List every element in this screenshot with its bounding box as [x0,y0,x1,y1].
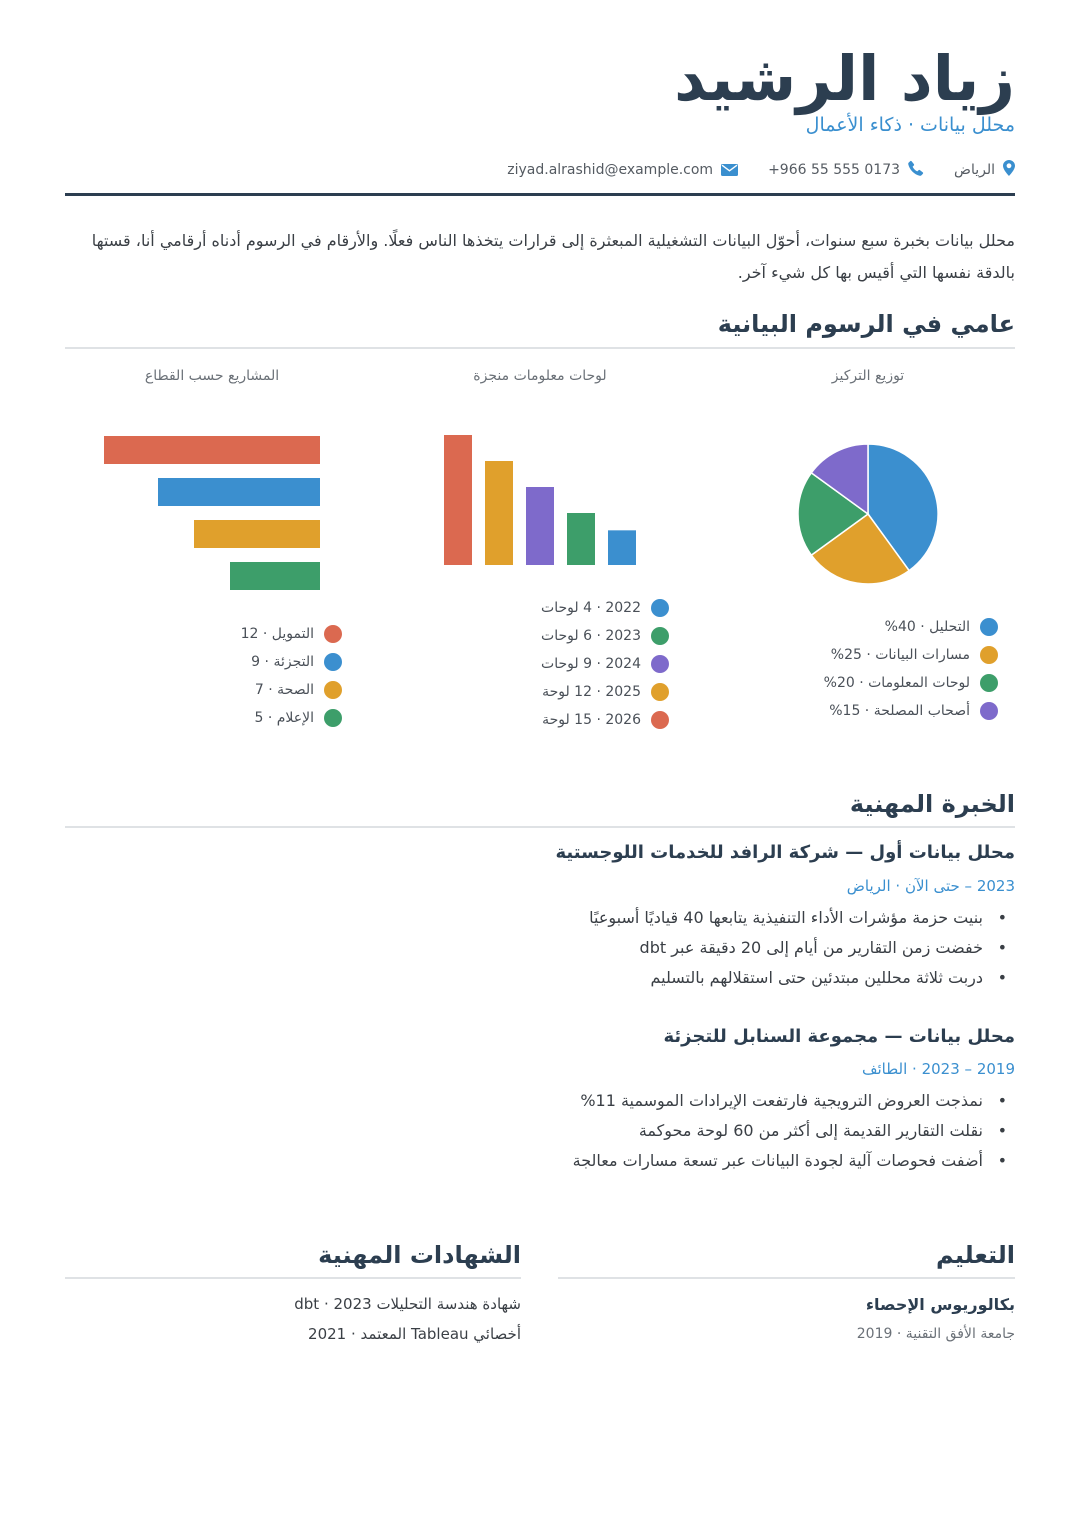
profile-summary: محلل بيانات بخبرة سبع سنوات، أحوّل البيانات التشغيلية المبعثرة إلى قرارات يتخذها الناس فعلًا. والأرقام في الرسوم أدناه أرقامي أنا، قستها بالدقة نفسها التي أقيس بها كل شيء آخر. [91,231,1015,282]
charts-section-title: عامي في الرسوم البيانية [717,310,1015,338]
bar [485,461,513,565]
job-bullets [573,1086,1015,1176]
legend-label: أصحاب المصلحة · 15% [829,702,970,719]
legend-label: 2022 · 4 لوحات [541,599,641,616]
legend-label: التحليل · 40% [884,618,970,635]
bar [567,513,595,565]
bar [608,530,636,565]
contact-email [507,161,738,180]
legend-item [241,624,342,643]
job-subtitle: محلل بيانات · ذكاء الأعمال [805,114,1015,136]
legend-label: الصحة · 7 [254,681,314,698]
dashboards-legend [541,598,669,729]
legend-dot [651,599,669,617]
legend-item [541,682,669,701]
legend-item [824,645,998,664]
legend-dot [651,655,669,673]
list-item: • دربت ثلاثة محللين مبتدئين حتى استقلالهم بالتسليم [589,963,1015,993]
legend-dot [980,646,998,664]
job-title: محلل بيانات أول — شركة الرافد للخدمات اللوجستية [555,842,1015,863]
bar [444,435,472,565]
legend-label: 2023 · 6 لوحات [541,627,641,644]
contact-bar [507,160,1015,180]
phone-text[interactable]: +966 55 555 0173 [768,162,901,178]
job-meta: 2019 – 2023 · الطائف [861,1060,1015,1078]
legend-item [824,673,998,692]
bar [194,520,320,548]
certifications-section-title: الشهادات المهنية [318,1241,521,1269]
legend-item [824,701,998,720]
dashboards-bar-chart [430,428,650,568]
list-item: • خفضت زمن التقارير من أيام إلى 20 دقيقة عبر dbt [589,933,1015,963]
job-meta: 2023 – حتى الآن · الرياض [846,877,1015,895]
location-text: الرياض [954,162,995,178]
legend-dot [980,618,998,636]
legend-dot [651,711,669,729]
legend-label: لوحات المعلومات · 20% [823,674,970,691]
sectors-legend [241,624,342,727]
legend-item [541,654,669,673]
legend-label: مسارات البيانات · 25% [830,646,970,663]
legend-label: التجزئة · 9 [251,653,314,670]
envelope-icon [721,161,738,180]
legend-dot [324,681,342,699]
pie-chart-title: توزيع التركيز [831,368,905,384]
dashboards-chart-title: لوحات معلومات منجزة [473,368,607,384]
list-item: • نقلت التقارير القديمة إلى أكثر من 60 لوحة محوكمة [573,1116,1015,1146]
certification-item: شهادة هندسة التحليلات dbt · 2023 [294,1295,521,1313]
legend-item [824,617,998,636]
legend-label: 2024 · 9 لوحات [541,655,641,672]
charts-section-divider [65,347,1015,349]
location-pin-icon [1003,160,1015,180]
job-title: محلل بيانات — مجموعة السنابل للتجزئة [663,1026,1015,1047]
list-item: • نمذجت العروض الترويجية فارتفعت الإيرادات الموسمية 11% [573,1086,1015,1116]
legend-dot [980,702,998,720]
legend-dot [324,709,342,727]
list-item: • أضفت فحوصات آلية لجودة البيانات عبر تسعة مسارات معالجة [573,1146,1015,1176]
legend-label: 2026 · 15 لوحة [542,711,641,728]
legend-label: الإعلام · 5 [254,709,314,726]
phone-icon [908,160,924,180]
legend-dot [324,625,342,643]
pie-legend [824,617,998,720]
legend-item [241,708,342,727]
email-text[interactable]: ziyad.alrashid@example.com [507,162,714,178]
legend-label: 2025 · 12 لوحة [542,683,641,700]
contact-phone [768,160,924,180]
experience-section-divider [65,826,1015,828]
pie-chart [788,434,948,594]
legend-item [541,710,669,729]
bar [158,478,320,506]
legend-label: التمويل · 12 [240,625,314,642]
legend-item [241,652,342,671]
legend-item [241,680,342,699]
bar [526,487,554,565]
legend-dot [980,674,998,692]
job-bullets [589,903,1015,993]
header-divider [65,193,1015,196]
education-section-title: التعليم [936,1241,1015,1269]
bar [104,436,320,464]
certification-item: أخصائي Tableau المعتمد · 2021 [308,1325,521,1343]
legend-dot [651,627,669,645]
degree-meta: جامعة الأفق التقنية · 2019 [856,1326,1015,1342]
sectors-chart-title: المشاريع حسب القطاع [144,368,280,384]
experience-section-title: الخبرة المهنية [849,790,1015,818]
degree-title: بكالوريوس الإحصاء [865,1295,1015,1314]
legend-dot [651,683,669,701]
legend-item [541,598,669,617]
education-section-divider [558,1277,1015,1279]
candidate-name: زياد الرشيد [674,42,1015,115]
sectors-bar-chart [98,430,328,590]
list-item: • بنيت حزمة مؤشرات الأداء التنفيذية يتابعها 40 قياديًا أسبوعيًا [589,903,1015,933]
legend-item [541,626,669,645]
legend-dot [324,653,342,671]
certifications-section-divider [65,1277,521,1279]
contact-location [954,160,1015,180]
bar [230,562,320,590]
